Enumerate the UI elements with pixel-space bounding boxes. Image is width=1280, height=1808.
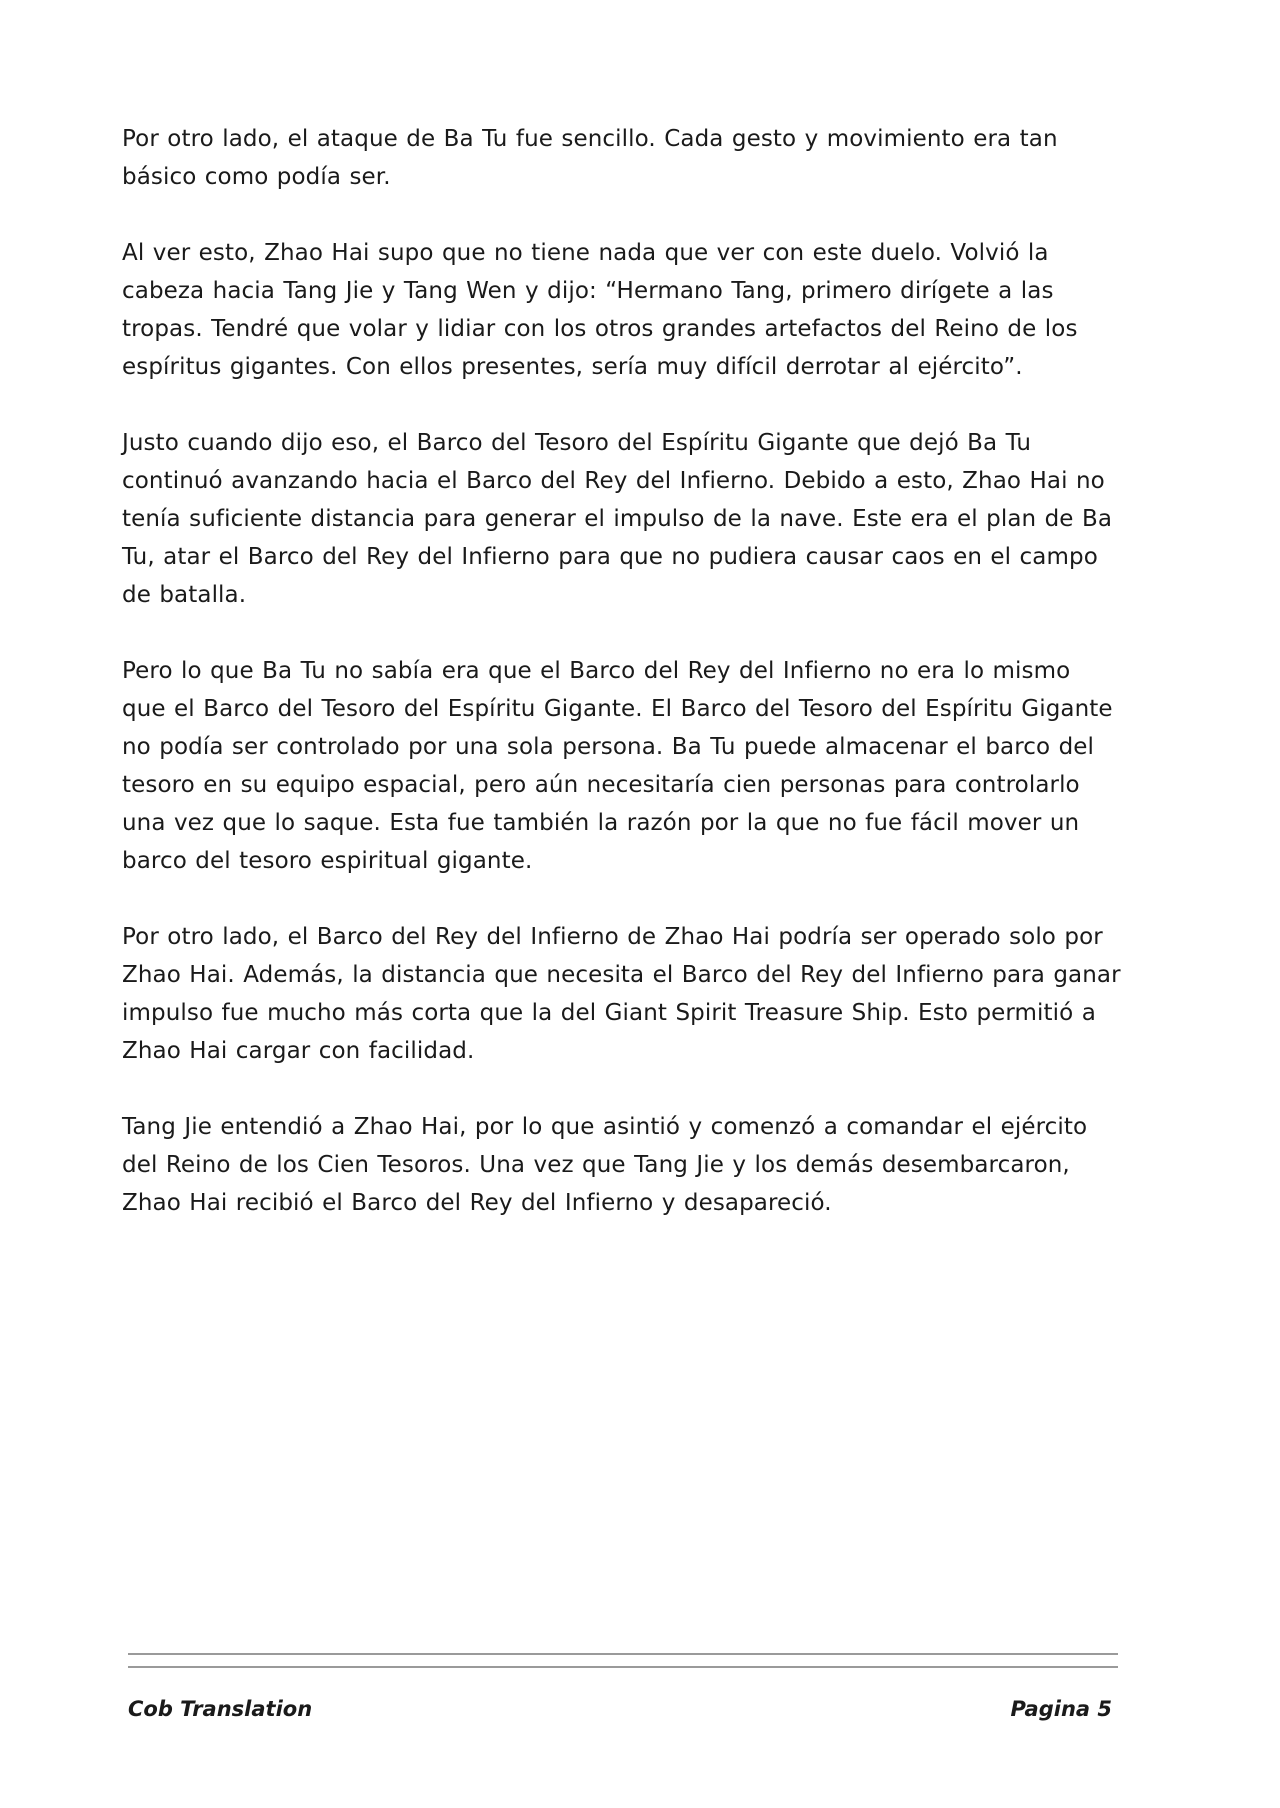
paragraph: Tang Jie entendió a Zhao Hai, por lo que asintió y comenzó a comandar el ejército del Reino de los Cien Tesoros. Una vez que Tang Jie y los demás desembarcaron, Zhao Hai recibió el Barco del Rey del Infierno y desapareció. (122, 1114, 1088, 1216)
footer-publisher: Cob Translation (128, 1697, 313, 1721)
footer-page-number: Pagina 5 (1010, 1697, 1112, 1721)
paragraph: Al ver esto, Zhao Hai supo que no tiene nada que ver con este duelo. Volvió la cabeza hacia Tang Jie y Tang Wen y dijo: “Hermano Tang, primero dirígete a las tropas. Tendré que volar y lidiar con los otros grandes artefactos del Reino de los espíritus gigantes. Con ellos presentes, sería muy difícil derrotar al ejército”. (122, 240, 1078, 380)
paragraph: Pero lo que Ba Tu no sabía era que el Barco del Rey del Infierno no era lo mismo que el Barco del Tesoro del Espíritu Gigante. El Barco del Tesoro del Espíritu Gigante no podía ser controlado por una sola persona. Ba Tu puede almacenar el barco del tesoro en su equipo espacial, pero aún necesitaría cien personas para controlarlo una vez que lo saque. Esta fue también la razón por la que no fue fácil mover un barco del tesoro espiritual gigante. (122, 658, 1113, 874)
document-body (122, 120, 1122, 1260)
paragraph: Por otro lado, el Barco del Rey del Infierno de Zhao Hai podría ser operado solo por Zhao Hai. Además, la distancia que necesita el Barco del Rey del Infierno para ganar impulso fue mucho más corta que la del Giant Spirit Treasure Ship. Esto permitió a Zhao Hai cargar con facilidad. (122, 924, 1121, 1064)
paragraph: Por otro lado, el ataque de Ba Tu fue sencillo. Cada gesto y movimiento era tan básico como podía ser. (122, 126, 1058, 190)
footer-divider (128, 1653, 1118, 1655)
paragraph: Justo cuando dijo eso, el Barco del Tesoro del Espíritu Gigante que dejó Ba Tu continuó avanzando hacia el Barco del Rey del Infierno. Debido a esto, Zhao Hai no tenía suficiente distancia para generar el impulso de la nave. Este era el plan de Ba Tu, atar el Barco del Rey del Infierno para que no pudiera causar caos en el campo de batalla. (122, 430, 1113, 608)
footer-divider (128, 1666, 1118, 1668)
